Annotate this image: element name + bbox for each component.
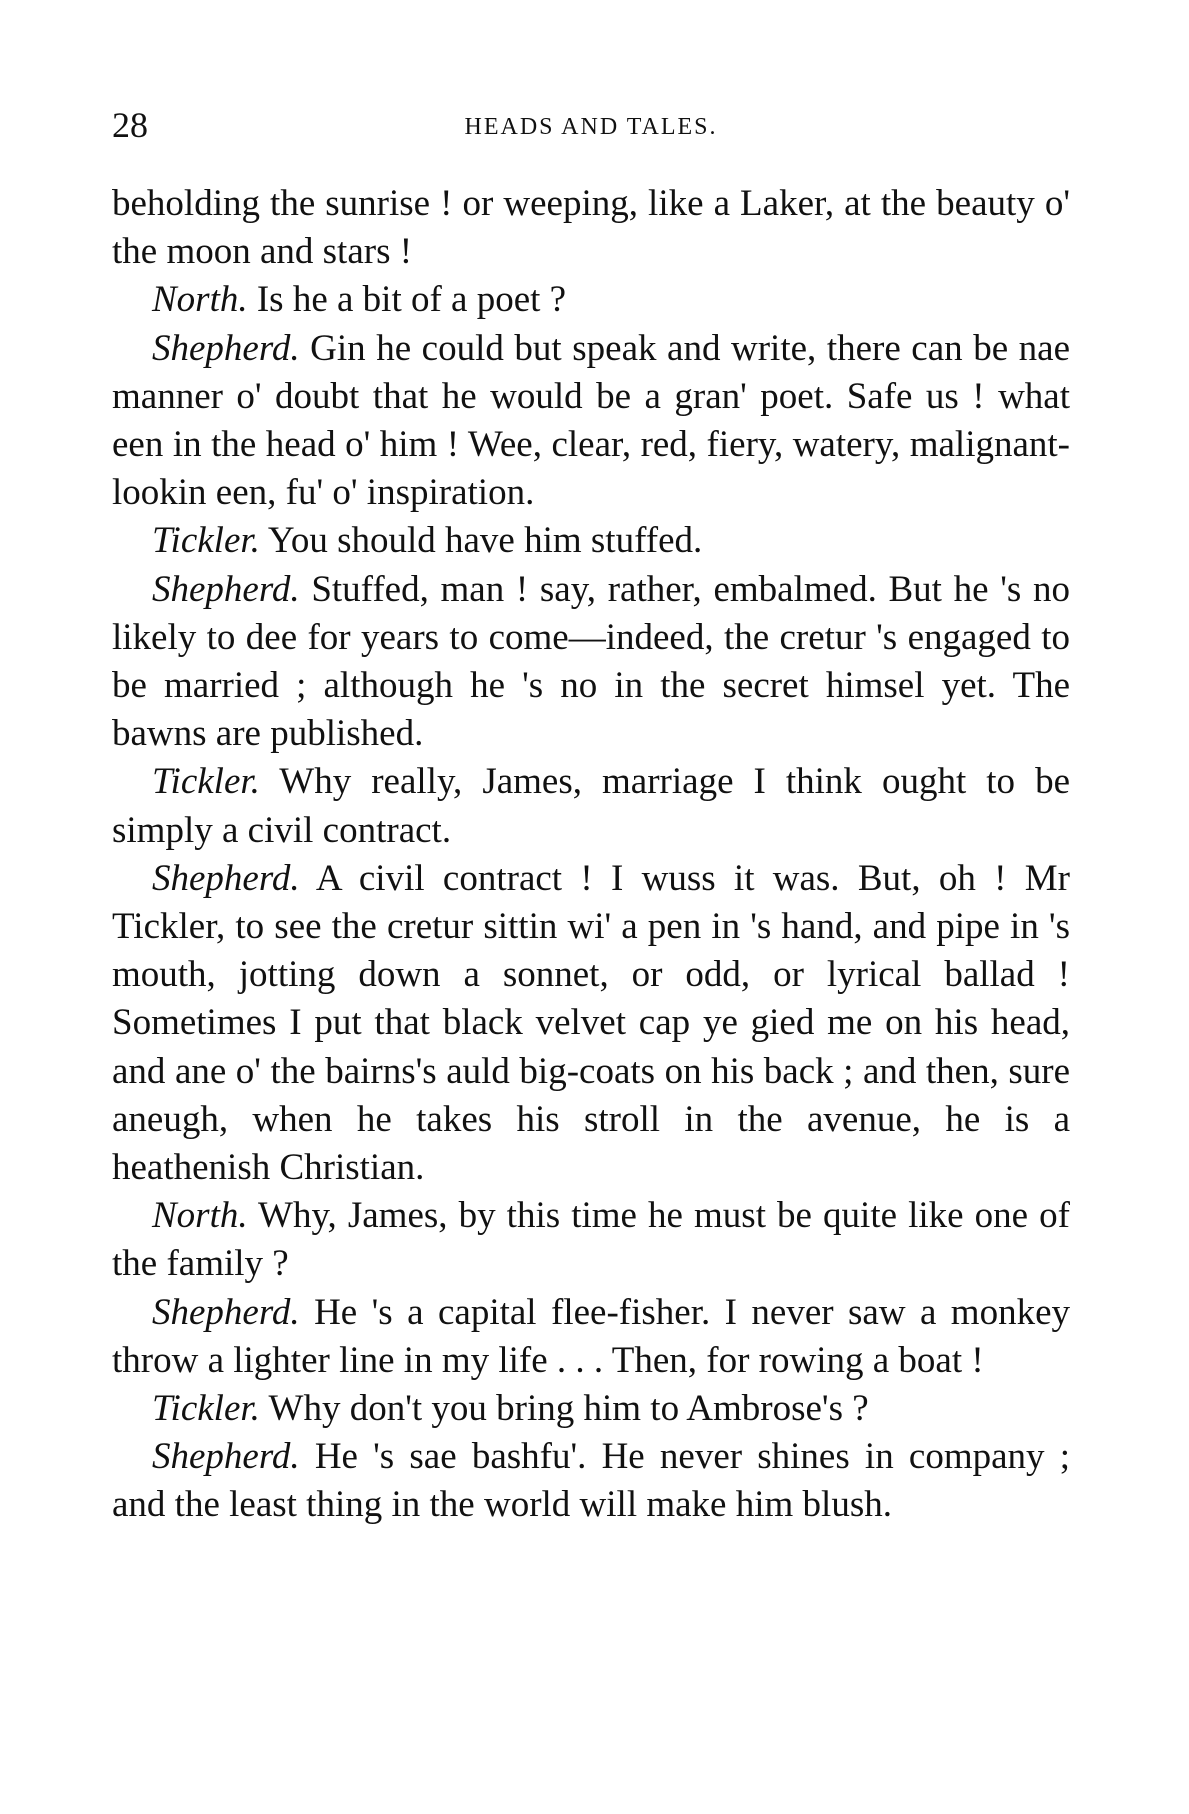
dialogue-text: He 's sae bashfu'. He never shines in company ; and the least thing in the world will make him blush.: [112, 1436, 1070, 1526]
speaker-name: Shepherd.: [152, 857, 300, 899]
dialogue-text: Stuffed, man ! say, rather, embalmed. But he 's no likely to dee for years to come—indeed, the cretur 's engaged to be married ; although he 's no in the secret himsel yet. The bawns are published.: [112, 568, 1070, 755]
dialogue-paragraph: [112, 517, 1070, 565]
dialogue-paragraph: [112, 758, 1070, 854]
dialogue-text: A civil contract ! I wuss it was. But, oh ! Mr Tickler, to see the cretur sittin wi' a pen in 's hand, and pipe in 's mouth, jotting down a sonnet, or odd, or lyrical ballad ! Sometimes I put that black velvet cap ye gied me on his head, and ane o' the bairns's auld big-coats on his back ; and then, sure aneugh, when he takes his stroll in the avenue, he is a heathenish Christian.: [112, 857, 1070, 1189]
dialogue-paragraph: [112, 1385, 1070, 1433]
dialogue-text: Why don't you bring him to Ambrose's ?: [268, 1388, 869, 1430]
running-title: HEADS AND TALES.: [464, 114, 718, 140]
dialogue-paragraph: [112, 1192, 1070, 1288]
paragraph-text: beholding the sunrise ! or weeping, like a Laker, at the beauty o' the moon and stars !: [112, 183, 1070, 273]
dialogue-text: Is he a bit of a poet ?: [256, 279, 567, 321]
dialogue-text: You should have him stuffed.: [267, 520, 703, 562]
dialogue-paragraph: [112, 566, 1070, 759]
speaker-name: North.: [152, 1195, 248, 1237]
speaker-name: Tickler.: [152, 1388, 260, 1430]
dialogue-paragraph: [112, 855, 1070, 1192]
dialogue-text: He 's a capital flee-fisher. I never saw a monkey throw a lighter line in my life . . . Then, for rowing a boat !: [112, 1291, 1071, 1381]
speaker-name: Tickler.: [152, 761, 260, 803]
dialogue-text: Why, James, by this time he must be quite like one of the family ?: [112, 1195, 1070, 1285]
speaker-name: Shepherd.: [152, 1291, 300, 1333]
speaker-name: Shepherd.: [152, 568, 300, 610]
speaker-name: North.: [152, 279, 248, 321]
speaker-name: Shepherd.: [152, 327, 300, 369]
speaker-name: Tickler.: [152, 520, 260, 562]
dialogue-paragraph: [112, 1289, 1070, 1385]
dialogue-text: Gin he could but speak and write, there can be nae manner o' doubt that he would be a gran' poet. Safe us ! what een in the head o' him ! Wee, clear, red, fiery, watery, malignant-lookin een, fu' o' inspiration.: [112, 327, 1070, 514]
dialogue-paragraph: [112, 325, 1070, 518]
running-head: [112, 100, 1070, 150]
dialogue-text: Why really, James, marriage I think ought to be simply a civil contract.: [112, 761, 1070, 851]
dialogue-paragraph: [112, 1433, 1070, 1529]
speaker-name: Shepherd.: [152, 1436, 300, 1478]
dialogue-paragraph: [112, 276, 1070, 324]
page-number: 28: [112, 105, 148, 145]
body-text: [112, 180, 1070, 1530]
paragraph-continuation: [112, 180, 1070, 276]
